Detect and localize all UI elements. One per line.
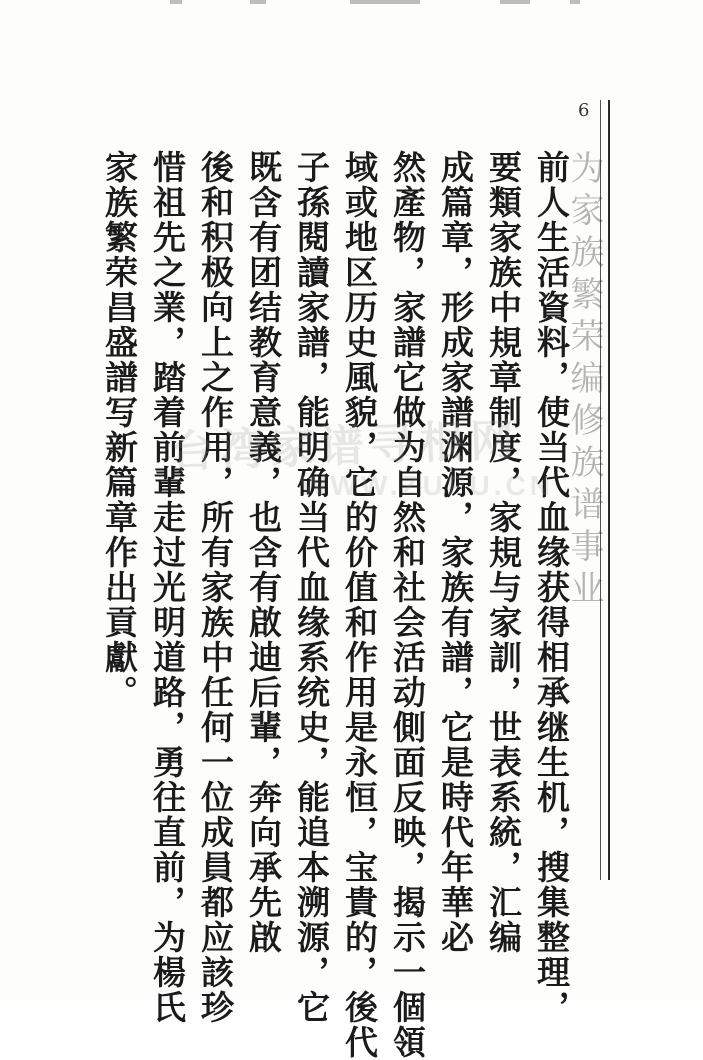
watermark-url: WWW.ZUPU.CN [300,470,554,501]
page-number: 6 [578,100,590,121]
text-column-1: 前人生活資料，使当代血缘获得相承继生机，搜集整理， [532,150,571,1025]
watermark: 台湾家谱寻根网 [169,415,521,478]
bleed-through-text: 为家族繁荣编修族谱事业 [564,150,604,612]
text-column-6: 子孫閱讀家譜，能明确当代血缘系统史，能追本溯源，它 [292,150,331,1025]
text-column-2: 要類家族中規章制度，家規与家訓，世表系統，汇编 [484,150,523,955]
text-column-8: 後和积极向上之作用，所有家族中任何一位成員都应該珍 [196,150,235,1025]
text-column-7: 既含有团结教育意義，也含有啟迪后輩，奔向承先啟 [244,150,283,955]
text-column-5: 域或地区历史風貌，它的价值和作用是永恒，宝貴的，後代 [340,150,379,1060]
top-bleed-marks [170,0,590,8]
text-column-10: 家族繁荣昌盛譜写新篇章作出貢獻。 [100,150,139,710]
text-column-9: 惜祖先之業，踏着前輩走过光明道路，勇往直前，为楊氏 [148,150,187,1025]
text-column-3: 成篇章，形成家譜渊源，家族有譜，它是時代年華必 [436,150,475,955]
text-column-4: 然產物，家譜它做为自然和社会活动側面反映，揭示一個領 [388,150,427,1060]
manuscript-text [85,150,575,1060]
